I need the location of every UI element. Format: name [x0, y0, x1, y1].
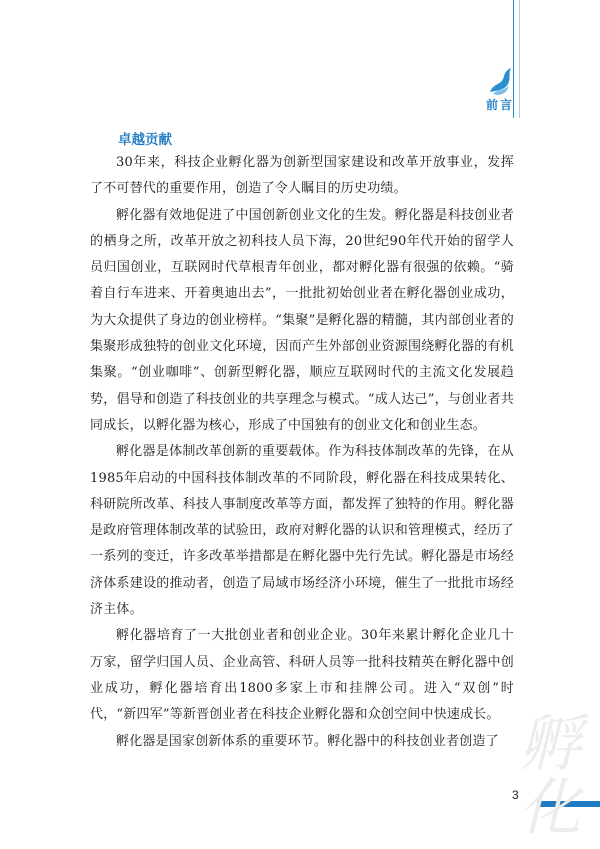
page-number: 3 [512, 788, 519, 802]
paragraph: 孵化器是体制改革创新的重要载体。作为科技体制改革的先锋，在从1985年启动的中国科技体制改革的不同阶段，孵化器在科技成果转化、科研院所改革、科技人事制度改革等方面，都发挥了独特的作用。孵化器是政府管理体制改革的试验田，政府对孵化器的认识和管理模式，经历了一系列的变迁，许多改革举措都是在孵化器中先行先试。孵化器是市场经济体系建设的推动者，创造了局域市场经济小环境，催生了一批批市场经济主体。 [90, 444, 514, 618]
paragraph: 30年来，科技企业孵化器为创新型国家建设和改革开放事业，发挥了不可替代的重要作用，创造了令人瞩目的历史功绩。 [90, 155, 514, 197]
watermark: 孵化 [518, 707, 581, 844]
paragraph: 孵化器是国家创新体系的重要环节。孵化器中的科技创业者创造了 [116, 733, 499, 749]
chapter-label: 前言 [486, 98, 515, 112]
section-heading: 卓越贡献 [118, 132, 172, 148]
flame-swirl-icon [484, 64, 518, 98]
paragraph: 孵化器培育了一大批创业者和创业企业。30年来累计孵化企业几十万家，留学归国人员、企业高管、科研人员等一批科技精英在孵化器中创业成功，孵化器培育出1800多家上市和挂牌公司。进入“双创”时代，“新四军”等新晋创业者在科技企业孵化器和众创空间中快速成长。 [90, 628, 514, 723]
paragraph: 孵化器有效地促进了中国创新创业文化的生发。孵化器是科技创业者的栖身之所，改革开放之初科技人员下海，20世纪90年代开始的留学人员归国创业，互联网时代草根青年创业，都对孵化器有很强的依赖。“骑着自行车进来、开着奥迪出去”，一批批初始创业者在孵化器创业成功，为大众提供了身边的创业榜样。“集聚”是孵化器的精髓，其内部创业者的集聚形成独特的创业文化环境，因而产生外部创业资源围绕孵化器的有机集聚。“创业咖啡”、创新型孵化器，顺应互联网时代的主流文化发展趋势，倡导和创造了科技创业的共享理念与模式。“成人达己”，与创业者共同成长，以孵化器为核心，形成了中国独有的创业文化和创业生态。 [90, 207, 514, 433]
body-text [90, 150, 514, 755]
